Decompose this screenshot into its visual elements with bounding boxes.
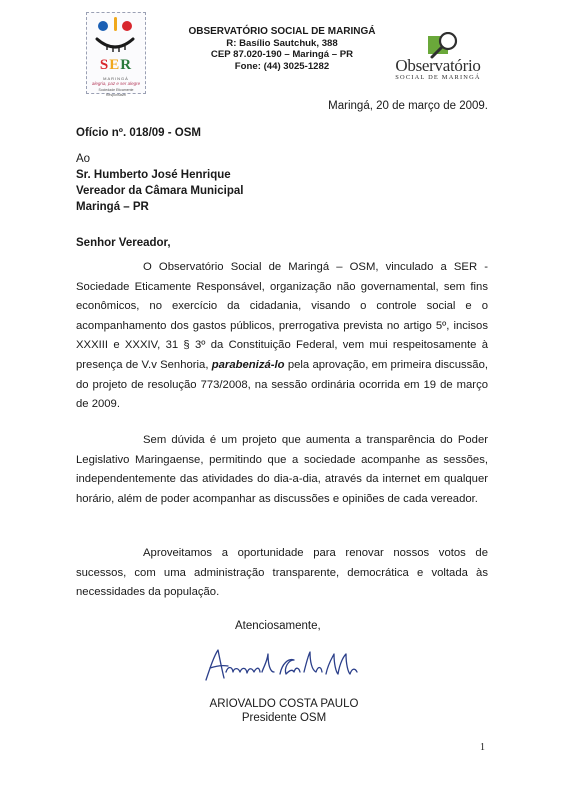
salutation: Senhor Vereador, (76, 237, 171, 249)
smiley-face-icon (87, 13, 145, 57)
organization-postal: CEP 87.020-190 – Maringá – PR (210, 49, 354, 61)
ser-slogan: alegria, paz e ser alegre (91, 81, 141, 86)
recipient-line: Ao (76, 153, 91, 165)
recipient-city: Maringá – PR (76, 201, 149, 213)
page-number: 1 (480, 742, 485, 753)
handwritten-signature (200, 642, 360, 688)
signer-block (194, 697, 374, 725)
recipient-block (76, 151, 243, 215)
paragraph-3: Aproveitamos a oportunidade para renovar nossos votos de sucessos, com uma administração transparente, democrática e voltada às necessidades da população. (76, 547, 488, 599)
emphasis-text: parabenizá-lo (211, 358, 285, 371)
organization-phone: Fone: (44) 3025-1282 (234, 60, 330, 72)
observatorio-logo (388, 32, 488, 82)
ser-logo (86, 12, 146, 97)
recipient-name: Sr. Humberto José Henrique (76, 169, 231, 181)
closing: Atenciosamente, (235, 620, 321, 632)
paragraph-1: O Observatório Social de Maringá – OSM, vinculado a SER - Sociedade Eticamente Responsável, organização não governamental, sem fins econômicos, no exercício da cidadania, visando o controle social e o acompanhamento dos gastos públicos, prerrogativa prevista no artigo 5º, incisos XXXIII e XXXIV, 31 § 3º da Constituição Federal, vem mui respeitosamente à presença de V.v Senhoria, parabenizá-lo pela aprovação, em primeira discussão, do projeto de resolução 773/2008, na sessão ordinária ocorrida em 19 de março de 2009. (76, 261, 488, 411)
letter-reference: Ofício nº. 018/09 - OSM (76, 127, 201, 139)
observatorio-wordmark: Observatório (395, 56, 481, 75)
letter-date: Maringá, 20 de março de 2009. (328, 100, 488, 112)
paragraph-2: Sem dúvida é um projeto que aumenta a transparência do Poder Legislativo Maringaense, permitindo que a sociedade acompanhe as sessões, independentemente das atividades do dia-a-dia, através da internet em qualquer horário, além de poder acompanhar as discussões e opiniões de cada vereador. (76, 434, 488, 505)
organization-street: R: Basílio Sautchuk, 388 (226, 37, 338, 49)
ser-city: MARINGÁ (103, 76, 129, 81)
organization-address (176, 26, 388, 72)
recipient-role: Vereador da Câmara Municipal (76, 185, 244, 197)
ser-wordmark: SER (99, 57, 133, 73)
observatorio-subtitle: SOCIAL DE MARINGÁ (395, 74, 481, 81)
ser-fullname: Sociedade Eticamente Responsável (98, 88, 134, 97)
organization-name: OBSERVATÓRIO SOCIAL DE MARINGÁ (188, 26, 376, 37)
signer-title: Presidente OSM (241, 712, 327, 724)
signer-name: ARIOVALDO COSTA PAULO (209, 698, 359, 710)
